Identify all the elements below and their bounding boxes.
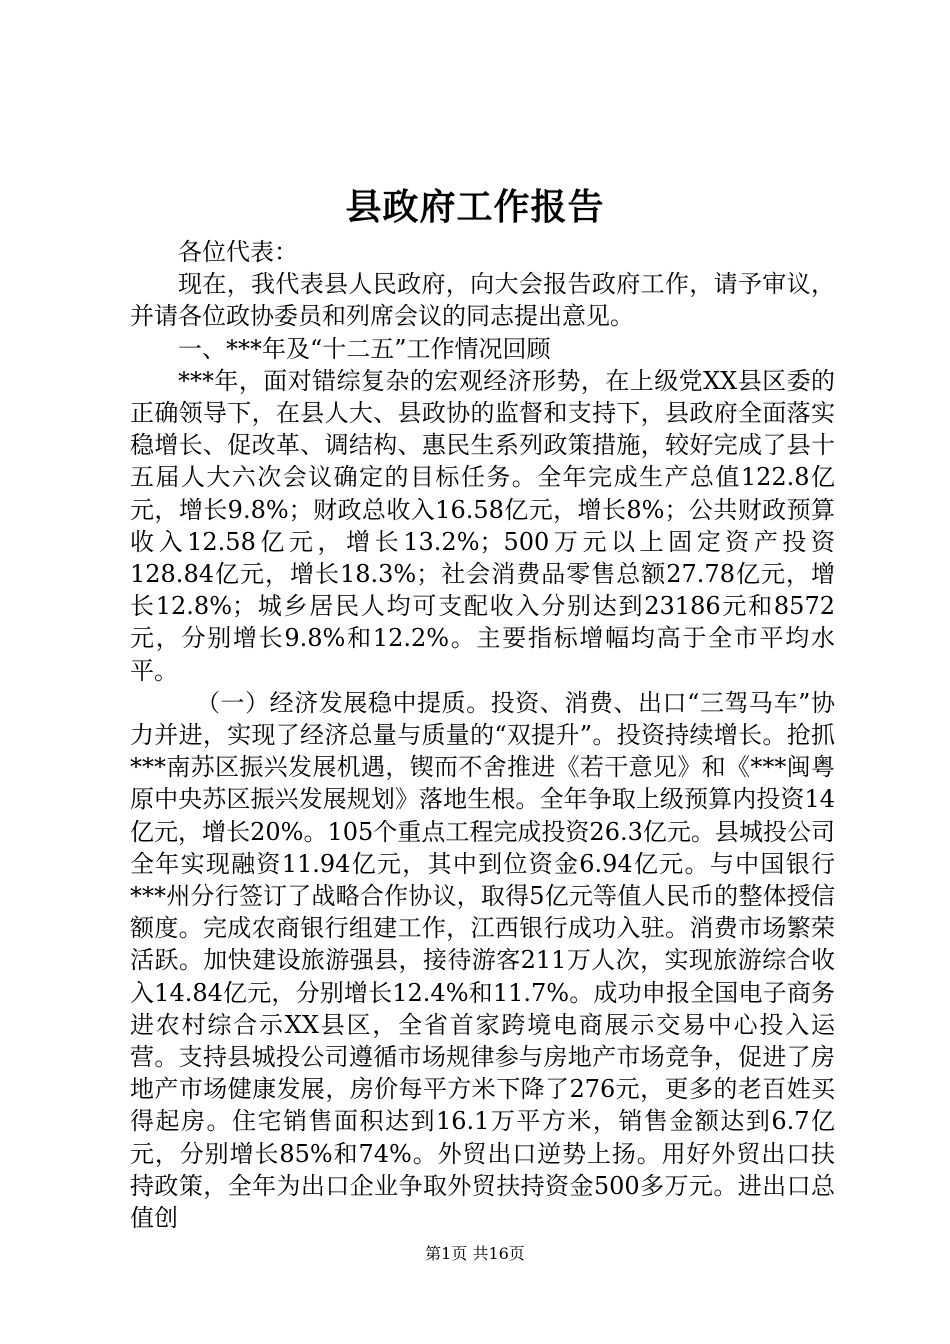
intro-paragraph: 现在，我代表县人民政府，向大会报告政府工作，请予审议，并请各位政协委员和列席会议的同志提出意见。 xyxy=(130,270,835,331)
summary-paragraph: ***年，面对错综复杂的宏观经济形势，在上级党XX县区委的正确领导下，在县人大、县政协的监督和支持下，县政府全面落实稳增长、促改革、调结构、惠民生系列政策措施，较好完成了县十五届人大六次会议确定的目标任务。全年完成生产总值122.8亿元，增长9.8%；财政总收入16.58亿元，增长8%；公共财政预算收入12.58亿元，增长13.2%；500万元以上固定资产投资128.84亿元，增长18.3%；社会消费品零售总额27.78亿元，增长12.8%；城乡居民人均可支配收入分别达到23186元和8572元，分别增长9.8%和12.2%。主要指标增幅均高于全市平均水平。 xyxy=(130,366,835,685)
salutation-paragraph: 各位代表： xyxy=(178,238,298,266)
economy-paragraph: （一）经济发展稳中提质。投资、消费、出口“三驾马车”协力并进，实现了经济总量与质量的“双提升”。投资持续增长。抢抓***南苏区振兴发展机遇，锲而不舍推进《若干意见》和《***闽粤原中央苏区振兴发展规划》落地生根。全年争取上级预算内投资14亿元，增长20%。105个重点工程完成投资26.3亿元。县城投公司全年实现融资11.94亿元，其中到位资金6.94亿元。与中国银行***州分行签订了战略合作协议，取得5亿元等值人民币的整体授信额度。完成农商银行组建工作，江西银行成功入驻。消费市场繁荣活跃。加快建设旅游强县，接待游客211万人次，实现旅游综合收入14.84亿元，分别增长12.4%和11.7%。成功申报全国电子商务进农村综合示XX县区，全省首家跨境电商展示交易中心投入运营。支持县城投公司遵循市场规律参与房地产市场竞争，促进了房地产市场健康发展，房价每平方米下降了276元，更多的老百姓买得起房。住宅销售面积达到16.1万平方米，销售金额达到6.7亿元，分别增长85%和74%。外贸出口逆势上扬。用好外贸出口扶持政策，全年为出口企业争取外贸扶持资金500多万元。进出口总值创 xyxy=(130,688,835,1233)
section-heading: 一、***年及“十二五”工作情况回顾 xyxy=(178,334,551,363)
document-title: 县政府工作报告 xyxy=(345,186,605,228)
document-body xyxy=(130,236,835,1234)
page-number: 第1页 共16页 xyxy=(425,1244,525,1263)
